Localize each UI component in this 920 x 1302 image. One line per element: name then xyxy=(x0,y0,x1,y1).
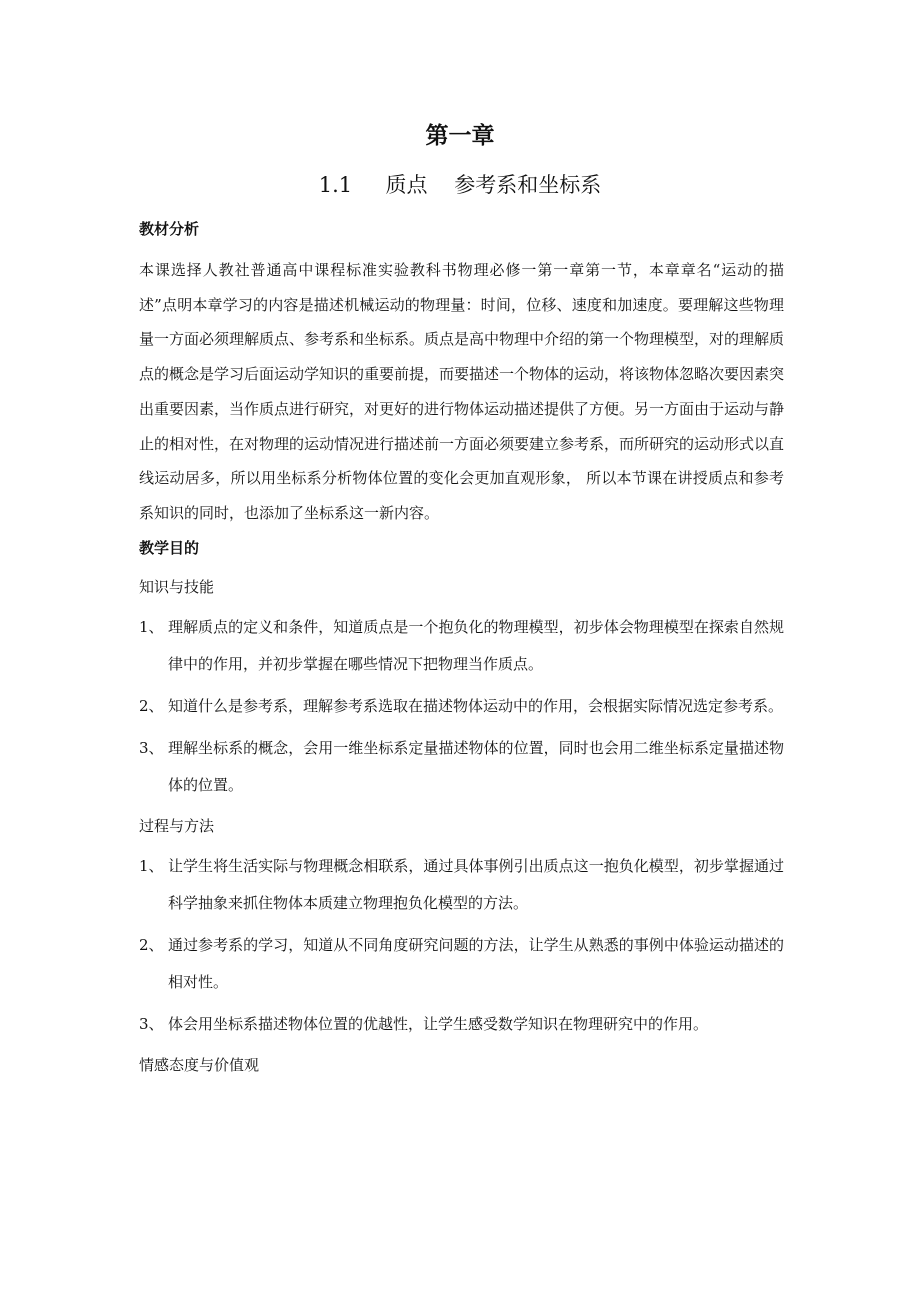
list-item-number: 3、 xyxy=(139,1014,164,1033)
list-item-number: 1、 xyxy=(139,617,164,636)
knowledge-subheading: 知识与技能 xyxy=(139,577,215,596)
list-item xyxy=(139,1006,784,1043)
list-item-number: 2、 xyxy=(139,696,164,715)
analysis-paragraph: 本课选择人教社普通高中课程标准实验教科书物理必修一第一章第一节，本章章名“运动的描述”点明本章学习的内容是描述机械运动的物理量：时间，位移、速度和加速度。要理解这些物理量一方面必须理解质点、参考系和坐标系。质点是高中物理中介绍的第一个物理模型，对的理解质点的概念是学习后面运动学知识的重要前提，而要描述一个物体的运动，将该物体忽略次要因素突出重要因素，当作质点进行研究，对更好的进行物体运动描述提供了方便。另一方面由于运动与静止的相对性，在对物理的运动情况进行描述前一方面必须要建立参考系，而所研究的运动形式以直线运动居多，所以用坐标系分析物体位置的变化会更加直观形象， 所以本节课在讲授质点和参考系知识的同时，也添加了坐标系这一新内容。 xyxy=(139,261,785,522)
section-title: 1.1 质点 参考系和坐标系 xyxy=(318,173,602,197)
list-item-text: 让学生将生活实际与物理概念相联系，通过具体事例引出质点这一抱负化模型，初步掌握通过科学抽象来抓住物体本质建立物理抱负化模型的方法。 xyxy=(168,856,784,912)
process-subheading: 过程与方法 xyxy=(139,816,215,835)
list-item-number: 3、 xyxy=(139,738,164,757)
list-item-text: 理解质点的定义和条件，知道质点是一个抱负化的物理模型，初步体会物理模型在探索自然规律中的作用，并初步掌握在哪些情况下把物理当作质点。 xyxy=(168,617,784,673)
document-body xyxy=(139,214,784,1087)
list-item-text: 理解坐标系的概念，会用一维坐标系定量描述物体的位置，同时也会用二维坐标系定量描述物体的位置。 xyxy=(168,738,784,794)
list-item-text: 知道什么是参考系，理解参考系选取在描述物体运动中的作用，会根据实际情况选定参考系。 xyxy=(168,696,784,715)
list-item xyxy=(139,927,784,1001)
chapter-title: 第一章 xyxy=(425,122,495,149)
list-item xyxy=(139,730,784,804)
emotion-subheading: 情感态度与价值观 xyxy=(139,1055,260,1074)
list-item xyxy=(139,609,784,683)
list-item-number: 2、 xyxy=(139,935,164,954)
list-item xyxy=(139,848,784,922)
list-item-text: 体会用坐标系描述物体位置的优越性，让学生感受数学知识在物理研究中的作用。 xyxy=(168,1014,709,1033)
list-item-number: 1、 xyxy=(139,856,164,875)
objectives-heading: 教学目的 xyxy=(139,538,200,557)
list-item-text: 通过参考系的学习，知道从不同角度研究问题的方法，让学生从熟悉的事例中体验运动描述的相对性。 xyxy=(168,935,784,991)
analysis-heading: 教材分析 xyxy=(139,220,200,238)
list-item xyxy=(139,688,784,725)
